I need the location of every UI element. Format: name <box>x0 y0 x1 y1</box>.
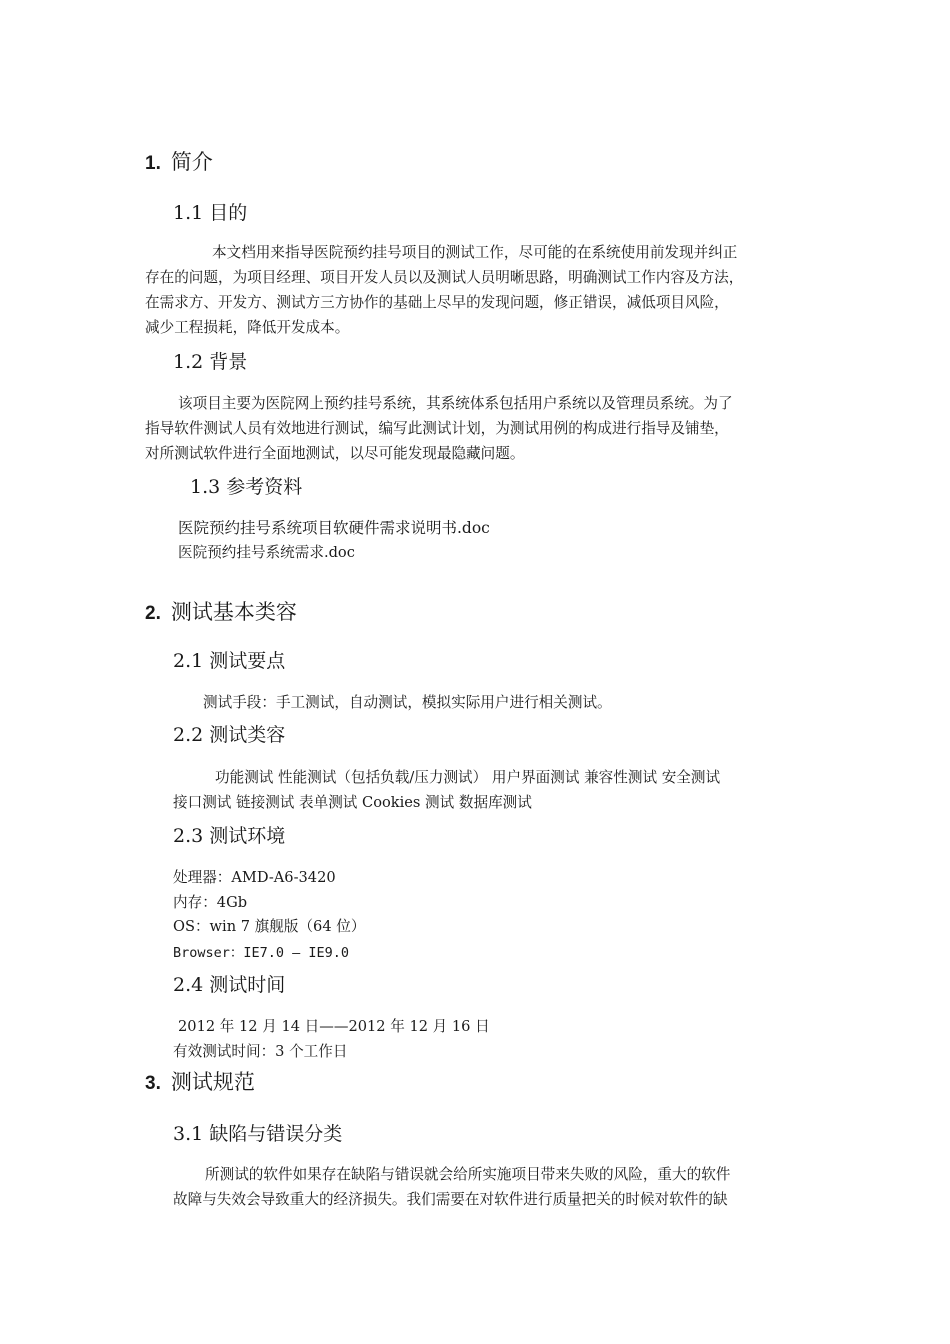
environment-item: 内存：4Gb <box>173 894 248 911</box>
heading-2-4: 2.4 测试时间 <box>173 974 286 996</box>
environment-item: Browser：IE7.0 – IE9.0 <box>173 945 350 961</box>
heading-number: 1. <box>145 153 161 174</box>
paragraph-line: 该项目主要为医院网上预约挂号系统，其系统体系包括用户系统以及管理员系统。为了 <box>178 395 733 412</box>
paragraph-line: 存在的问题，为项目经理、项目开发人员以及测试人员明晰思路，明确测试工作内容及方法， <box>145 269 744 286</box>
paragraph-line: 有效测试时间：3 个工作日 <box>173 1043 348 1060</box>
heading-title: 简介 <box>170 150 213 174</box>
heading-title: 测试规范 <box>170 1070 255 1094</box>
heading-1-1: 1.1 目的 <box>173 202 248 224</box>
paragraph-line: 功能测试 性能测试（包括负载/压力测试） 用户界面测试 兼容性测试 安全测试 <box>215 769 721 786</box>
heading-2-3: 2.3 测试环境 <box>173 825 286 847</box>
paragraph-line: 故障与失效会导致重大的经济损失。我们需要在对软件进行质量把关的时候对软件的缺 <box>173 1191 728 1208</box>
heading-title: 测试基本类容 <box>170 600 297 624</box>
reference-item: 医院预约挂号系统需求.doc <box>178 544 355 561</box>
paragraph-line: 接口测试 链接测试 表单测试 Cookies 测试 数据库测试 <box>173 794 532 811</box>
heading-1 <box>145 146 213 176</box>
paragraph-line: 测试手段：手工测试，自动测试，模拟实际用户进行相关测试。 <box>203 694 612 711</box>
heading-1-2: 1.2 背景 <box>173 351 248 373</box>
paragraph-line: 2012 年 12 月 14 日——2012 年 12 月 16 日 <box>178 1018 490 1035</box>
heading-number: 2. <box>145 603 161 624</box>
heading-1-3: 1.3 参考资料 <box>190 476 303 498</box>
paragraph-line: 在需求方、开发方、测试方三方协作的基础上尽早的发现问题，修正错误，减低项目风险， <box>145 294 729 311</box>
paragraph-line: 本文档用来指导医院预约挂号项目的测试工作，尽可能的在系统使用前发现并纠正 <box>212 244 738 261</box>
environment-item: OS：win 7 旗舰版（64 位） <box>173 918 366 935</box>
paragraph-line: 指导软件测试人员有效地进行测试，编写此测试计划，为测试用例的构成进行指导及铺垫， <box>145 420 729 437</box>
heading-number: 3. <box>145 1073 161 1094</box>
reference-item: 医院预约挂号系统项目软硬件需求说明书.doc <box>178 519 490 537</box>
heading-2 <box>145 596 297 626</box>
paragraph-line: 减少工程损耗，降低开发成本。 <box>145 319 350 336</box>
environment-item: 处理器：AMD-A6-3420 <box>173 869 336 886</box>
paragraph-line: 对所测试软件进行全面地测试，以尽可能发现最隐藏问题。 <box>145 445 525 462</box>
heading-2-2: 2.2 测试类容 <box>173 724 286 746</box>
paragraph-line: 所测试的软件如果存在缺陷与错误就会给所实施项目带来失败的风险，重大的软件 <box>205 1166 731 1183</box>
heading-2-1: 2.1 测试要点 <box>173 650 286 672</box>
heading-3-1: 3.1 缺陷与错误分类 <box>173 1123 343 1145</box>
heading-3 <box>145 1066 255 1096</box>
